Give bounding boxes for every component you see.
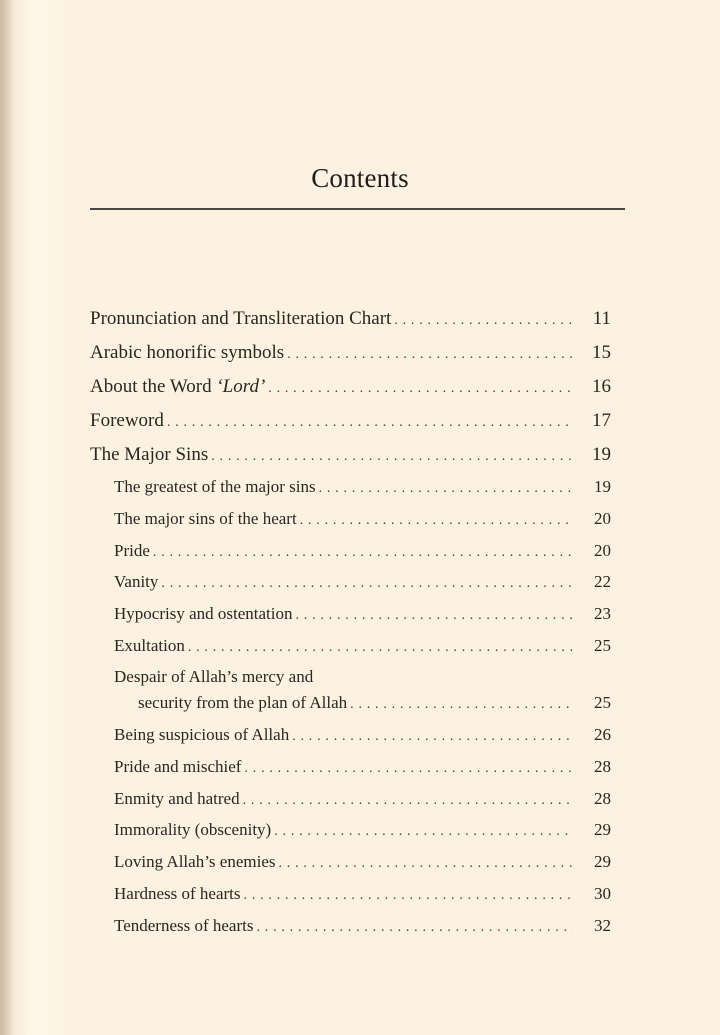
toc-entry-label: Enmity and hatred: [114, 789, 240, 808]
toc-entry-page: 20: [594, 541, 611, 560]
toc-entry-page: 28: [594, 757, 611, 776]
toc-entry[interactable]: [90, 308, 611, 330]
toc-entry-label: Immorality (obscenity): [114, 820, 272, 839]
toc-entry-label: The Major Sins: [90, 444, 209, 465]
dot-leader: [300, 513, 573, 529]
toc-entry-label: Loving Allah’s enemies: [114, 852, 276, 871]
toc-entry-page: 26: [594, 725, 611, 744]
dot-leader: [278, 856, 573, 872]
toc-entry-page: 32: [594, 916, 611, 935]
toc-entry-page: 16: [592, 376, 611, 397]
toc-entry-label: Foreword: [90, 410, 164, 431]
toc-entry[interactable]: [90, 342, 611, 364]
toc-entry-label: Tenderness of hearts: [114, 916, 254, 935]
toc-subentry-line1[interactable]: Despair of Allah’s mercy and: [114, 667, 314, 686]
toc-entry-page: 17: [592, 410, 611, 431]
toc-subentry[interactable]: [114, 541, 611, 561]
toc-entry-label: [90, 376, 265, 398]
toc-entry-page: 15: [592, 342, 611, 363]
dot-leader: [167, 415, 573, 431]
toc-subentry[interactable]: [114, 477, 611, 497]
toc-entry-page: 20: [594, 509, 611, 528]
toc-subentry[interactable]: [114, 757, 611, 777]
toc-subentry[interactable]: [114, 509, 611, 529]
toc-subentry[interactable]: [114, 572, 611, 592]
toc-entry-page: 29: [594, 820, 611, 839]
toc-entry-label: Hardness of hearts: [114, 884, 241, 903]
toc-entry-label: Arabic honorific symbols: [90, 342, 285, 363]
toc-entry-page: 11: [592, 308, 611, 329]
toc-entry[interactable]: [90, 410, 611, 432]
dot-leader: [243, 793, 573, 809]
toc-subentry[interactable]: [114, 884, 611, 904]
title-underline-rule: [90, 208, 625, 210]
dot-leader: [287, 347, 573, 363]
toc-entry-label: Vanity: [114, 572, 159, 591]
toc-entry-page: 30: [594, 884, 611, 903]
dot-leader: [161, 576, 573, 592]
toc-entry[interactable]: [90, 376, 611, 398]
dot-leader: [256, 920, 573, 936]
dot-leader: [211, 449, 573, 465]
toc-subentry[interactable]: [114, 789, 611, 809]
dot-leader: [188, 640, 573, 656]
toc-entry-label: Pride: [114, 541, 150, 560]
dot-leader: [268, 381, 573, 397]
toc-subentry[interactable]: [114, 604, 611, 624]
toc-entry-label-text: About the Word: [90, 376, 217, 397]
page-gutter-shadow: [0, 0, 14, 1035]
toc-subentry[interactable]: [114, 636, 611, 656]
dot-leader: [350, 697, 573, 713]
toc-entry-label: The major sins of the heart: [114, 509, 297, 528]
toc-subentry[interactable]: [138, 693, 611, 713]
toc-subentry[interactable]: [114, 916, 611, 936]
toc-entry-label: The greatest of the major sins: [114, 477, 316, 496]
toc-entry-label-italic: ‘Lord’: [216, 376, 266, 397]
dot-leader: [244, 761, 573, 777]
toc-entry-page: 28: [594, 789, 611, 808]
page-title: Contents: [311, 163, 409, 193]
toc-entry-page: 25: [594, 636, 611, 655]
dot-leader: [292, 729, 573, 745]
toc-entry-page: 19: [594, 477, 611, 496]
toc-entry-page: 19: [592, 444, 611, 465]
dot-leader: [244, 888, 573, 904]
toc-entry-page: 22: [594, 572, 611, 591]
toc-subentry[interactable]: [114, 852, 611, 872]
dot-leader: [394, 313, 573, 329]
dot-leader: [319, 481, 573, 497]
toc-subentry[interactable]: [114, 820, 611, 840]
dot-leader: [274, 824, 573, 840]
toc-entry-label: Hypocrisy and ostentation: [114, 604, 293, 623]
toc-entry-label: Exultation: [114, 636, 185, 655]
toc-entry-label: Pride and mischief: [114, 757, 242, 776]
toc-entry-label: Pronunciation and Transliteration Chart: [90, 308, 392, 329]
toc-entry[interactable]: [90, 444, 611, 466]
dot-leader: [295, 608, 573, 624]
toc-entry-label: Being suspicious of Allah: [114, 725, 290, 744]
toc-entry-page: 25: [594, 693, 611, 712]
dot-leader: [153, 545, 573, 561]
toc-subentry[interactable]: [114, 725, 611, 745]
toc-entry-page: 29: [594, 852, 611, 871]
toc-entry-page: 23: [594, 604, 611, 623]
toc-entry-label: security from the plan of Allah: [138, 693, 348, 712]
